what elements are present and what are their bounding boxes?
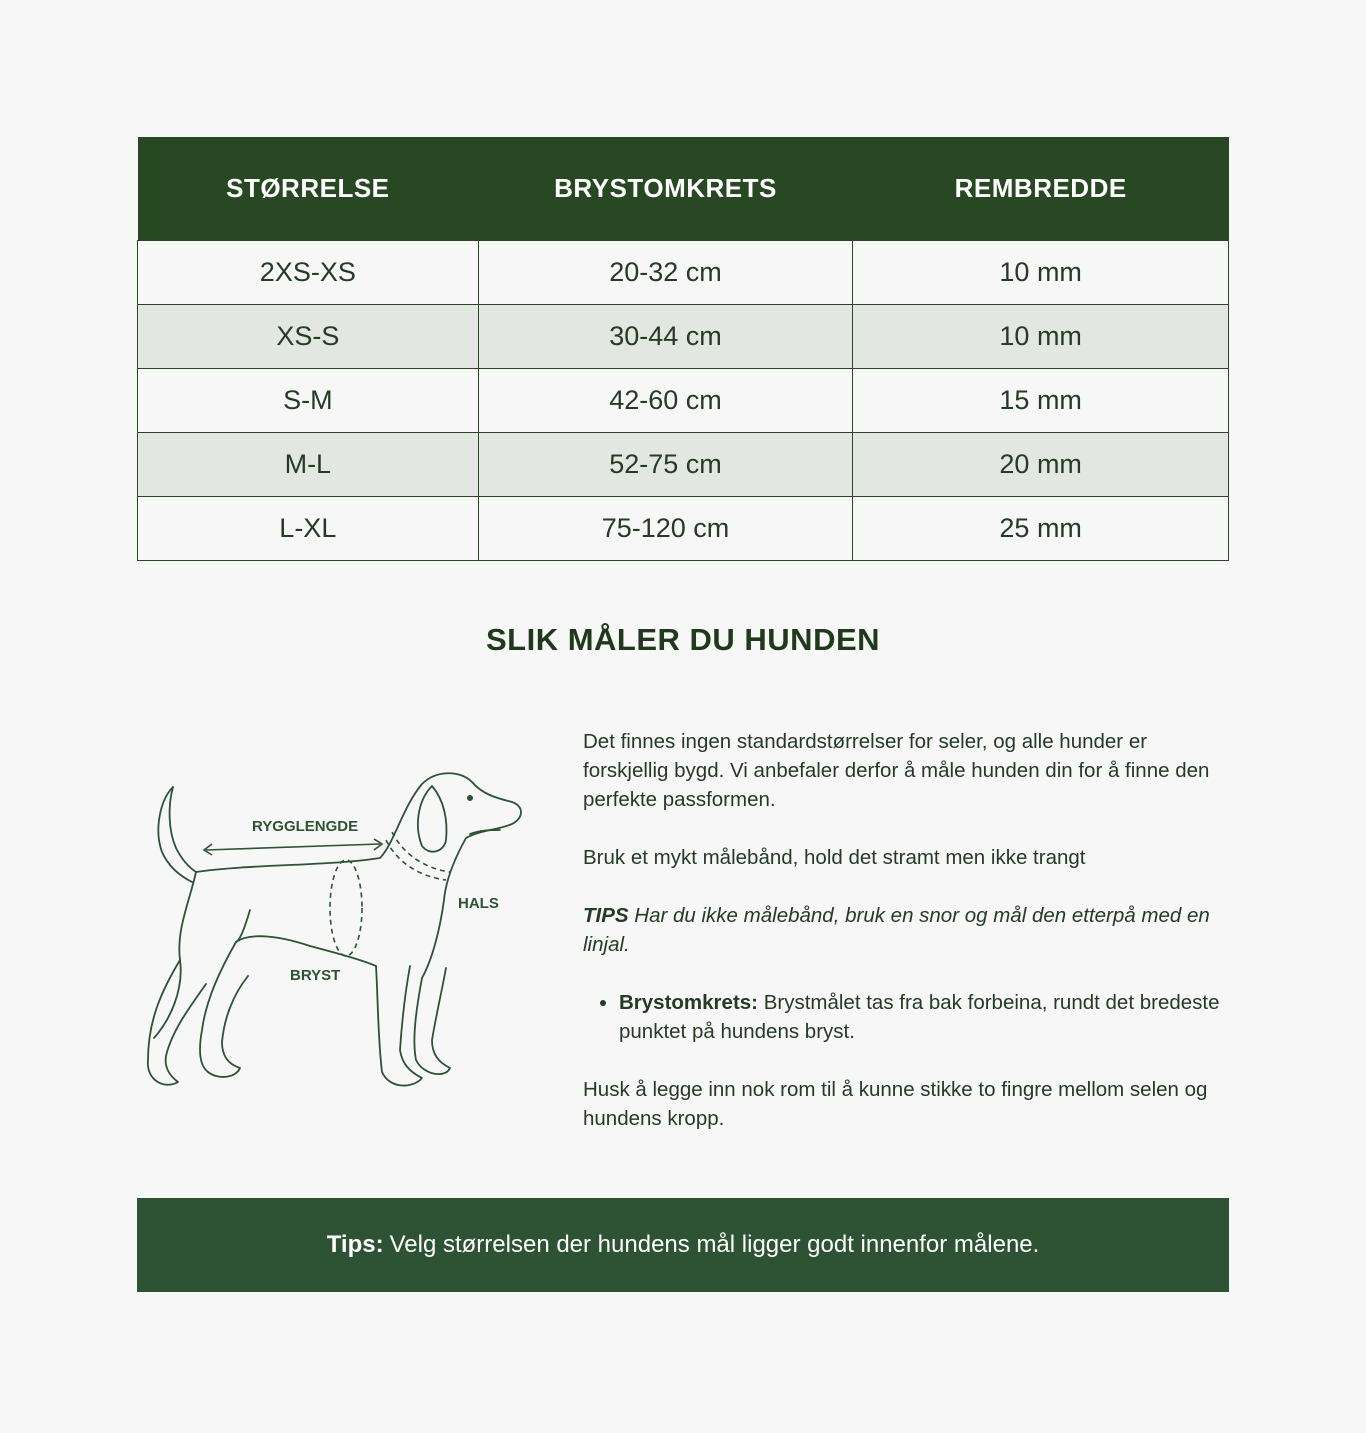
table-row (138, 305, 1229, 369)
chest-measure-ellipse (330, 860, 362, 956)
cell-chest: 42-60 cm (478, 369, 853, 433)
table-row (138, 497, 1229, 561)
tips-text: Har du ikke målebånd, bruk en snor og mål den etterpå med en linjal. (583, 904, 1210, 956)
table-row (138, 369, 1229, 433)
header-chest: BRYSTOMKRETS (478, 137, 853, 241)
header-size: STØRRELSE (138, 137, 479, 241)
cell-size: L-XL (138, 497, 479, 561)
cell-strap-width: 10 mm (853, 305, 1229, 369)
cell-chest: 75-120 cm (478, 497, 853, 561)
cell-strap-width: 25 mm (853, 497, 1229, 561)
measure-list (583, 988, 1233, 1046)
cell-strap-width: 10 mm (853, 241, 1229, 305)
table-row (138, 433, 1229, 497)
size-table-header (138, 137, 1229, 241)
header-strap-width: REMBREDDE (853, 137, 1229, 241)
cell-size: 2XS-XS (138, 241, 479, 305)
cell-chest: 20-32 cm (478, 241, 853, 305)
banner-text: Velg størrelsen der hundens mål ligger godt innenfor målene. (389, 1231, 1040, 1258)
cell-size: XS-S (138, 305, 479, 369)
bullet-text: Brystmålet tas fra bak forbeina, rundt det bredeste punktet på hundens bryst. (619, 991, 1220, 1043)
label-back-length: RYGGLENGDE (252, 818, 359, 835)
label-neck: HALS (458, 895, 499, 912)
dog-ear (418, 786, 447, 852)
cell-strap-width: 20 mm (853, 433, 1229, 497)
cell-strap-width: 15 mm (853, 369, 1229, 433)
fit-note: Husk å legge inn nok rom til å kunne stikke to fingre mellom selen og hundens kropp. (583, 1078, 1208, 1130)
tips-paragraph (583, 901, 1233, 959)
size-table (137, 137, 1229, 561)
dog-measurement-illustration (140, 760, 540, 1100)
tips-label: TIPS (583, 904, 629, 927)
intro-text: Det finnes ingen standardstørrelser for seler, og alle hunder er forskjellig bygd. Vi anbefaler derfor å måle hunden din for å finne den perfekte passformen. (583, 730, 1210, 811)
back-length-arrow (204, 839, 382, 855)
neck-measure-dashes (386, 832, 450, 880)
banner-label: Tips: (326, 1231, 384, 1258)
bullet-label: Brystomkrets: (619, 991, 758, 1014)
measure-info (583, 727, 1233, 1162)
table-row (138, 241, 1229, 305)
label-chest: BRYST (290, 967, 341, 984)
section-title: SLIK MÅLER DU HUNDEN (485, 622, 881, 657)
cell-chest: 52-75 cm (478, 433, 853, 497)
tips-banner (137, 1198, 1229, 1292)
tape-text: Bruk et mykt målebånd, hold det stramt men ikke trangt (583, 846, 1086, 869)
cell-size: S-M (138, 369, 479, 433)
list-item (619, 988, 1233, 1046)
dog-tail (158, 787, 192, 882)
cell-chest: 30-44 cm (478, 305, 853, 369)
cell-size: M-L (138, 433, 479, 497)
